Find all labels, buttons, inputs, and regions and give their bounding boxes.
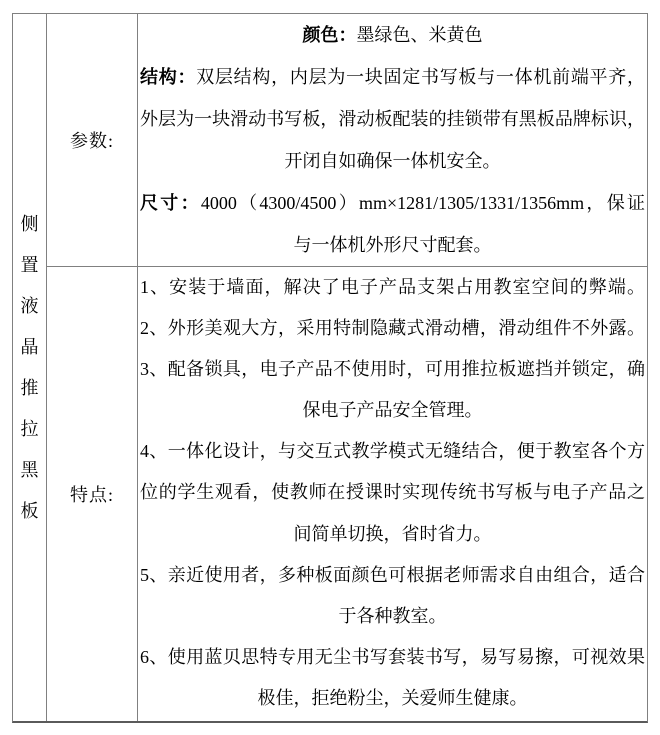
product-spec-table <box>12 13 648 723</box>
param-structure-value-2: 外层为一块滑动书写板，滑动板配装的挂锁带有黑板品牌标识， <box>140 109 645 129</box>
features-content-cell <box>138 267 647 721</box>
table-body <box>47 14 647 721</box>
feature-item-4-line-2 <box>140 472 645 513</box>
table-row-parameters <box>47 14 647 267</box>
feature-item-3-line-1 <box>140 349 645 390</box>
feature-text: 间简单切换，省时省力。 <box>293 523 492 544</box>
product-name-header <box>13 14 47 721</box>
feature-item-2 <box>140 308 645 349</box>
param-line-color <box>140 14 645 56</box>
feature-item-5-line-1 <box>140 555 645 596</box>
features-label-cell <box>47 267 138 721</box>
product-name-char: 板 <box>20 500 39 521</box>
param-line-structure-2 <box>140 98 645 140</box>
param-structure-key: 结构： <box>140 67 197 87</box>
features-label: 特点: <box>69 485 114 505</box>
param-color-value: 墨绿色、米黄色 <box>356 25 483 45</box>
feature-text: 1、安装于墙面，解决了电子产品支架占用教室空间的弊端。 <box>140 277 645 297</box>
feature-item-4-line-3 <box>140 514 645 555</box>
feature-item-6-line-1 <box>140 637 645 678</box>
param-color-key: 颜色： <box>302 25 357 45</box>
feature-text: 4、一体化设计，与交互式教学模式无缝结合，便于教室各个方 <box>140 441 645 462</box>
parameters-content-cell <box>138 14 647 266</box>
feature-text: 极佳，拒绝粉尘，关爱师生健康。 <box>257 687 528 708</box>
product-name-char: 侧 <box>20 213 39 234</box>
table-row-features <box>47 267 647 721</box>
param-size-value-2: 与一体机外形尺寸配套。 <box>293 235 492 255</box>
feature-item-6-line-2 <box>140 678 645 719</box>
param-line-size-2 <box>140 224 645 266</box>
feature-item-5-line-2 <box>140 596 645 637</box>
feature-text: 保电子产品安全管理。 <box>302 400 483 421</box>
feature-text: 6、使用蓝贝思特专用无尘书写套装书写，易写易擦，可视效果 <box>140 646 645 667</box>
param-size-key: 尺寸： <box>140 193 201 213</box>
product-name-char: 拉 <box>20 418 39 439</box>
product-name-char: 置 <box>20 254 39 275</box>
feature-text: 位的学生观看，使教师在授课时实现传统书写板与电子产品之 <box>140 482 645 503</box>
feature-item-1 <box>140 267 645 308</box>
param-size-value-1: 4000（4300/4500）mm×1281/1305/1331/1356mm，保证 <box>200 193 645 213</box>
feature-text: 2、外形美观大方，采用特制隐藏式滑动槽，滑动组件不外露。 <box>140 318 645 339</box>
feature-item-3-line-2 <box>140 390 645 431</box>
feature-text: 于各种教室。 <box>338 605 447 626</box>
feature-text: 3、配备锁具，电子产品不使用时，可用推拉板遮挡并锁定，确 <box>140 359 645 380</box>
product-name-char: 黑 <box>20 459 39 480</box>
feature-item-4-line-1 <box>140 431 645 472</box>
feature-text: 5、亲近使用者，多种板面颜色可根据老师需求自由组合，适合 <box>140 564 645 585</box>
product-name-char: 液 <box>20 295 39 316</box>
param-structure-value-3: 开闭自如确保一体机安全。 <box>284 151 501 171</box>
product-name-char: 晶 <box>20 336 39 357</box>
parameters-label-cell <box>47 14 138 266</box>
product-name-char: 推 <box>20 377 39 398</box>
param-line-structure-1 <box>140 56 645 98</box>
param-structure-value-1: 双层结构，内层为一块固定书写板与一体机前端平齐， <box>196 67 645 87</box>
param-line-structure-3 <box>140 140 645 182</box>
parameters-label: 参数: <box>69 131 114 151</box>
param-line-size-1 <box>140 182 645 224</box>
